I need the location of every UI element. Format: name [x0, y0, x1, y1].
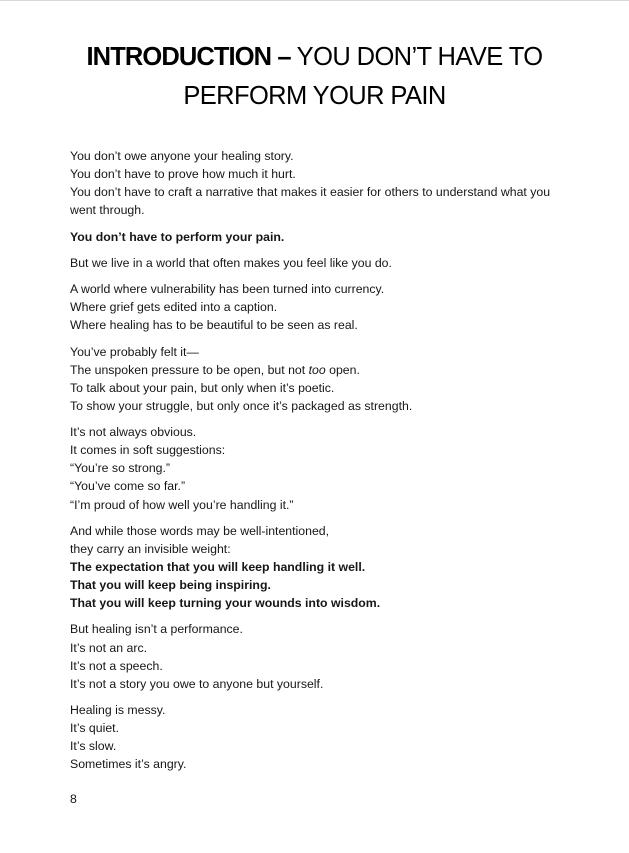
text-line: Healing is messy. — [70, 703, 166, 718]
text-segment: The unspoken pressure to be open, but not — [70, 362, 309, 377]
text-line: It’s not an arc. — [70, 640, 148, 655]
text-line: It’s quiet. — [70, 721, 119, 736]
text-line: To show your struggle, but only once it’s packaged as strength. — [70, 398, 413, 413]
bold-text-line: The expectation that you will keep handling it well. — [70, 560, 366, 574]
title-bold-part: INTRODUCTION – — [86, 43, 291, 71]
emphasized-word: too — [308, 362, 326, 377]
text-line: To talk about your pain, but only when it’s poetic. — [70, 380, 335, 395]
text-line: It’s not always obvious. — [70, 425, 197, 440]
text-line: “I’m proud of how well you’re handling it.” — [70, 497, 294, 512]
text-line: It’s slow. — [70, 739, 117, 754]
page-top-edge — [0, 0, 629, 1]
text-line: You don’t have to prove how much it hurt. — [70, 167, 296, 182]
text-line: But healing isn’t a performance. — [70, 622, 243, 637]
bold-text-line: That you will keep turning your wounds into wisdom. — [70, 596, 381, 611]
text-line: You don’t have to craft a narrative that makes it easier for others to understand what you went through. — [70, 185, 551, 218]
text-line: You’ve probably felt it— — [70, 344, 199, 359]
text-segment: open. — [325, 362, 360, 377]
paragraph — [70, 620, 560, 692]
page-title — [40, 38, 589, 116]
paragraph — [70, 228, 560, 246]
text-line: “You’ve come so far.” — [70, 479, 186, 494]
paragraph — [70, 280, 560, 334]
text-line: It’s not a speech. — [70, 658, 163, 673]
text-line: Sometimes it’s angry. — [70, 757, 187, 772]
text-line: they carry an invisible weight: — [70, 541, 231, 556]
paragraph — [70, 522, 560, 612]
paragraph — [70, 147, 560, 219]
text-line — [70, 361, 560, 379]
text-line: Where healing has to be beautiful to be seen as real. — [70, 318, 358, 333]
text-line: It comes in soft suggestions: — [70, 443, 226, 458]
paragraph — [70, 423, 560, 513]
paragraph — [70, 343, 560, 415]
page-number: 8 — [70, 792, 77, 806]
text-line: “You’re so strong.” — [70, 461, 171, 476]
title-regular-part: YOU DON’T HAVE TO PERFORM YOUR PAIN — [183, 43, 543, 110]
text-line: But we live in a world that often makes you feel like you do. — [70, 255, 392, 270]
paragraph — [70, 254, 560, 272]
text-line: And while those words may be well-intentioned, — [70, 523, 330, 538]
bold-text-line: That you will keep being inspiring. — [70, 578, 271, 593]
text-line: You don’t owe anyone your healing story. — [70, 149, 294, 163]
text-line: A world where vulnerability has been turned into currency. — [70, 282, 385, 297]
paragraph — [70, 701, 560, 773]
body-text — [70, 147, 560, 782]
text-line: Where grief gets edited into a caption. — [70, 300, 278, 315]
text-line: It’s not a story you owe to anyone but yourself. — [70, 676, 324, 691]
bold-text-line: You don’t have to perform your pain. — [70, 229, 285, 244]
